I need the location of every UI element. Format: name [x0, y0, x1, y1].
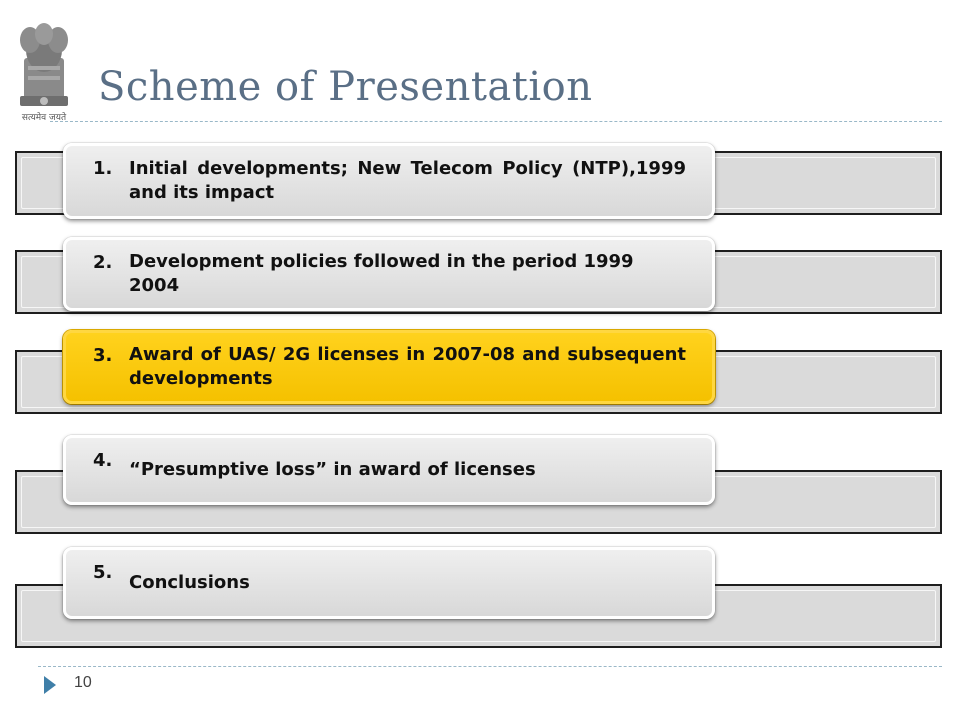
agenda-item-3[interactable] [63, 330, 715, 404]
agenda-item-label: Conclusions [129, 571, 250, 593]
agenda-item-number: 4. [93, 450, 113, 471]
slide-title: Scheme of Presentation [98, 64, 593, 110]
national-emblem-logo [10, 12, 78, 124]
page-number: 10 [74, 674, 92, 691]
agenda-item-number: 5. [93, 562, 113, 583]
agenda-item-label: Development policies followed in the period 1999 2004 [129, 250, 634, 296]
agenda-item-label: Award of UAS/ 2G licenses in 2007-08 and subsequent developments [129, 343, 686, 389]
agenda-item-5[interactable] [63, 547, 715, 619]
agenda-item-number: 3. [93, 345, 113, 366]
title-divider [50, 121, 942, 122]
svg-text:सत्यमेव जयते: सत्यमेव जयते [21, 113, 67, 123]
agenda-item-1[interactable] [63, 143, 715, 219]
agenda-item-4[interactable] [63, 435, 715, 505]
footer-divider [38, 666, 942, 667]
agenda-item-number: 1. [93, 158, 113, 179]
agenda-item-2[interactable] [63, 237, 715, 311]
agenda-item-label: “Presumptive loss” in award of licenses [129, 458, 536, 480]
agenda-item-number: 2. [93, 252, 113, 273]
triangle-marker-icon [44, 676, 56, 694]
agenda-item-label: Initial developments; New Telecom Policy (NTP),1999 and its impact [129, 157, 686, 203]
